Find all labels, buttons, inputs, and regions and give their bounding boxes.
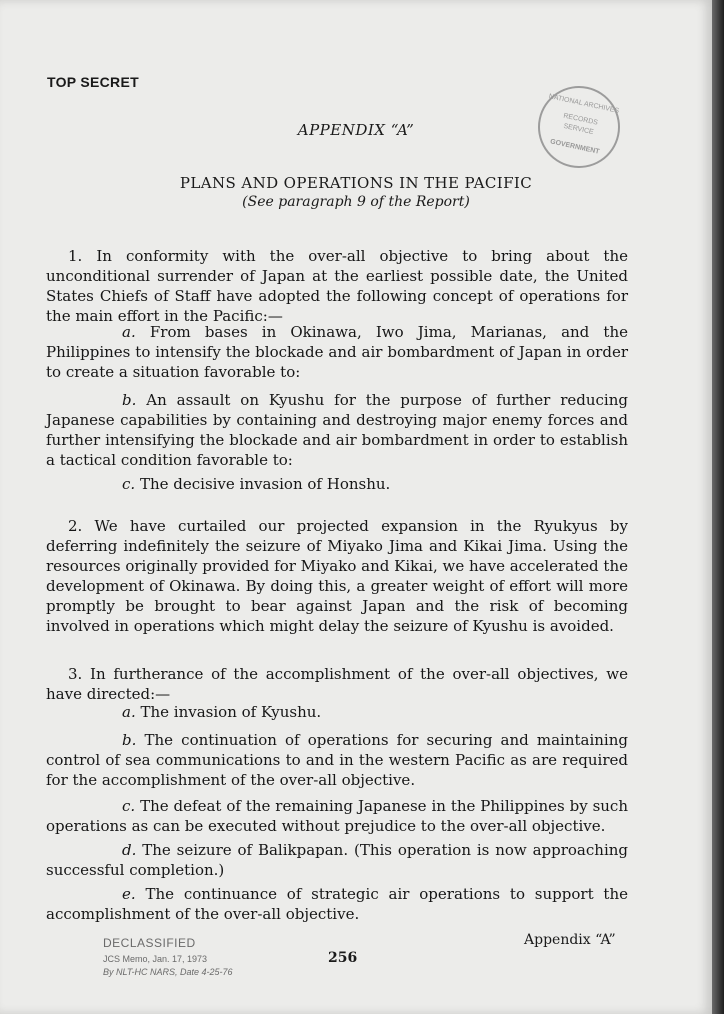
item-letter: c. — [122, 797, 136, 815]
paragraph-1: 1. In conformity with the over-all objective to bring about the unconditional surrender of Japan at the earliest possible date, the United States Chiefs of Staff have adopted the following concept of operations for the main effort in the Pacific:— — [46, 247, 628, 325]
stamp-line: SERVICE — [562, 122, 595, 137]
page-edge-shadow — [712, 0, 724, 1014]
item-letter: c. — [122, 475, 136, 493]
item-text: The decisive invasion of Honshu. — [139, 475, 391, 493]
paragraph-3c — [46, 796, 628, 836]
declassified-label: DECLASSIFIED — [103, 936, 196, 950]
paragraph-3a — [46, 702, 628, 722]
paragraph-1a — [46, 322, 628, 382]
declassification-stamp — [103, 936, 233, 977]
stamp-line: RECORDS — [562, 112, 599, 127]
stamp-line: NATIONAL ARCHIVES — [548, 93, 620, 115]
stamp-line: GOVERNMENT — [549, 138, 600, 156]
paragraph-3: 3. In furtherance of the accomplishment of the over-all objectives, we have directed:— — [46, 665, 628, 703]
item-text: The continuance of strategic air operations to support the accomplishment of the over-all objective. — [46, 885, 628, 923]
item-text: The continuation of operations for securing and maintaining control of sea communications to and in the western Pacific as are required for the accomplishment of the over-all objective. — [46, 731, 628, 789]
appendix-title: APPENDIX “A” — [297, 121, 415, 139]
item-letter: d. — [122, 841, 137, 859]
footer-appendix-label: Appendix “A” — [524, 932, 616, 948]
paragraph-1c — [46, 474, 628, 494]
paragraph-3e — [46, 884, 628, 924]
item-letter: e. — [122, 885, 136, 903]
declassified-by: By NLT-HC NARS, Date 4-25-76 — [103, 967, 233, 977]
paragraph-3b — [46, 730, 628, 790]
item-text: The seizure of Balikpapan. (This operation is now approaching successful completion.) — [46, 841, 628, 879]
classification-marking: TOP SECRET — [47, 74, 139, 90]
item-letter: b. — [122, 731, 137, 749]
item-letter: a. — [122, 703, 136, 721]
paragraph-1b — [46, 390, 628, 470]
main-title: PLANS AND OPERATIONS IN THE PACIFIC — [179, 174, 533, 192]
item-text: The invasion of Kyushu. — [140, 703, 322, 721]
item-letter: a. — [122, 323, 136, 341]
item-letter: b. — [122, 391, 137, 409]
item-text: The defeat of the remaining Japanese in the Philippines by such operations as can be executed without prejudice to the over-all objective. — [46, 797, 628, 835]
subtitle: (See paragraph 9 of the Report) — [242, 194, 470, 210]
item-text: An assault on Kyushu for the purpose of further reducing Japanese capabilities by containing and destroying major enemy forces and further intensifying the blockade and air bombardment in order to establish a tactical condition favorable to: — [46, 391, 628, 469]
page-number: 256 — [328, 950, 358, 966]
paragraph-3d — [46, 840, 628, 880]
paragraph-2: 2. We have curtailed our projected expansion in the Ryukyus by deferring indefinitely the seizure of Miyako Jima and Kikai Jima. Using the resources originally provided for Miyako and Kikai, we have accelerated the development of Okinawa. By doing this, a greater weight of effort will more promptly be brought to bear against Japan and the risk of becoming involved in operations which might delay the seizure of Kyushu is avoided. — [46, 517, 628, 635]
item-text: From bases in Okinawa, Iwo Jima, Marianas, and the Philippines to intensify the blockade and air bombardment of Japan in order to create a situation favorable to: — [46, 323, 628, 381]
declassified-memo: JCS Memo, Jan. 17, 1973 — [103, 954, 208, 964]
